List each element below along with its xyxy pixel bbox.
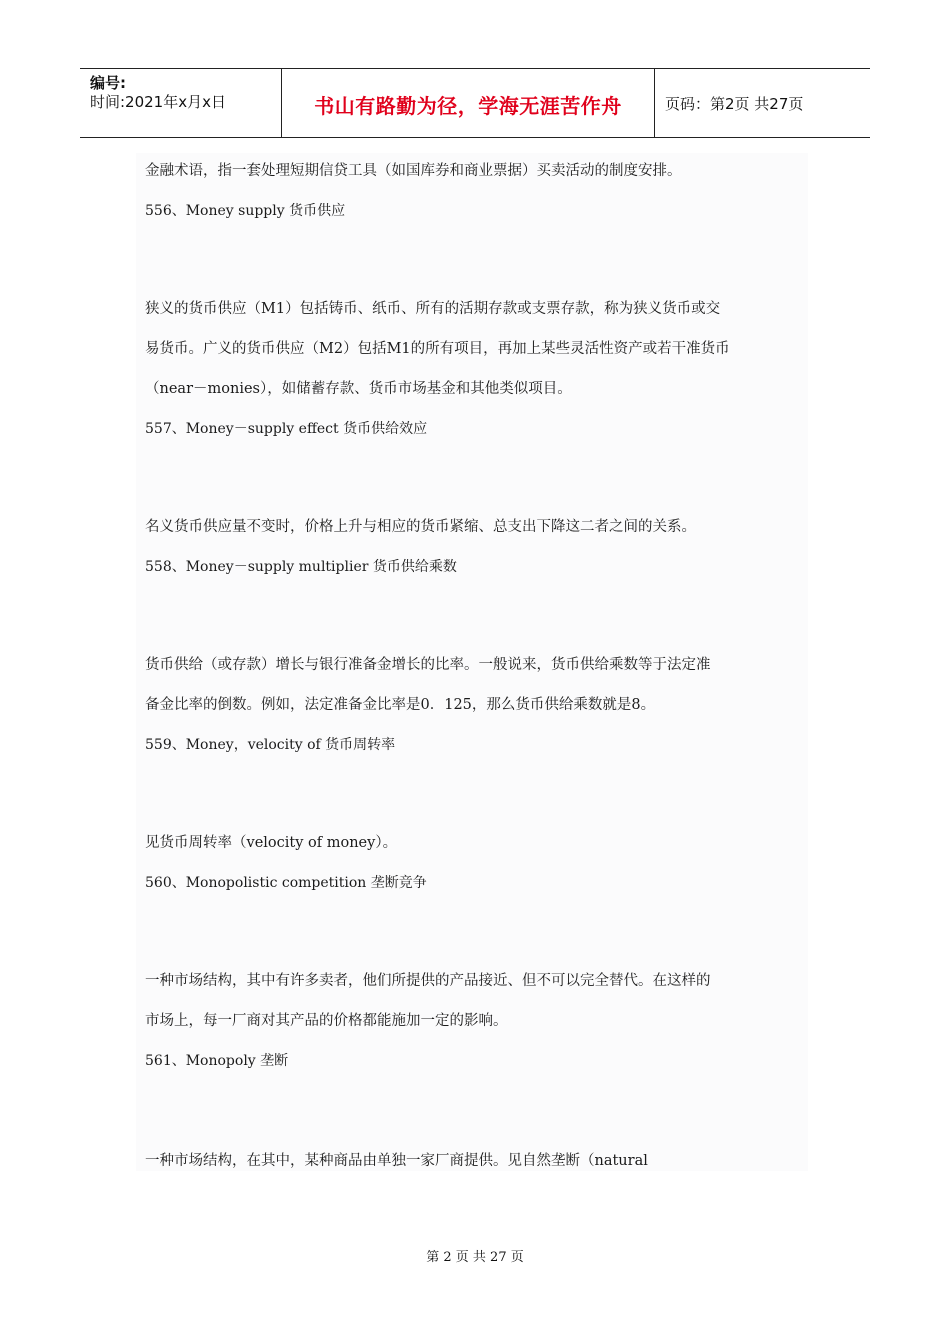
paragraph-line: 见货币周转率（velocity of money）。 — [145, 835, 398, 851]
entry-heading-561: 561、Monopoly 垄断 — [145, 1053, 289, 1069]
paragraph-line: 一种市场结构，其中有许多卖者，他们所提供的产品接近、但不可以完全替代。在这样的 — [145, 973, 711, 989]
paragraph-line: 货币供给（或存款）增长与银行准备金增长的比率。一般说来，货币供给乘数等于法定准 — [145, 657, 711, 673]
entry-heading-559: 559、Money，velocity of 货币周转率 — [145, 737, 396, 753]
page-footer: 第 2 页 共 27 页 — [426, 1250, 524, 1265]
paragraph-line: 备金比率的倒数。例如，法定准备金比率是0．125，那么货币供给乘数就是8。 — [145, 697, 656, 713]
paragraph-line: 市场上，每一厂商对其产品的价格都能施加一定的影响。 — [145, 1013, 508, 1029]
header-motto-cell — [282, 69, 655, 137]
paragraph-line: 金融术语，指一套处理短期信贷工具（如国库券和商业票据）买卖活动的制度安排。 — [145, 163, 682, 179]
time-label: 时间:2021年x月x日 — [90, 93, 226, 111]
paragraph-line: 易货币。广义的货币供应（M2）包括M1的所有项目，再加上某些灵活性资产或若干准货币 — [145, 341, 730, 357]
paragraph-line: 狭义的货币供应（M1）包括铸币、纸币、所有的活期存款或支票存款，称为狭义货币或交 — [145, 301, 721, 317]
number-label: 编号: — [90, 74, 126, 92]
header-table — [80, 68, 870, 138]
page-info: 页码：第2页 共27页 — [665, 95, 804, 113]
paragraph-line: 一种市场结构，在其中，某种商品由单独一家厂商提供。见自然垄断（natural — [145, 1153, 648, 1169]
entry-heading-556: 556、Money supply 货币供应 — [145, 203, 346, 219]
paragraph-line: 名义货币供应量不变时，价格上升与相应的货币紧缩、总支出下降这二者之间的关系。 — [145, 519, 696, 535]
entry-heading-560: 560、Monopolistic competition 垄断竞争 — [145, 875, 427, 891]
motto: 书山有路勤为径，学海无涯苦作舟 — [314, 94, 622, 118]
entry-heading-558: 558、Money－supply multiplier 货币供给乘数 — [145, 559, 457, 575]
paragraph-line: （near－monies），如储蓄存款、货币市场基金和其他类似项目。 — [145, 381, 572, 397]
header-page-cell — [655, 69, 870, 137]
header-meta-cell — [80, 69, 282, 137]
entry-heading-557: 557、Money－supply effect 货币供给效应 — [145, 421, 428, 437]
